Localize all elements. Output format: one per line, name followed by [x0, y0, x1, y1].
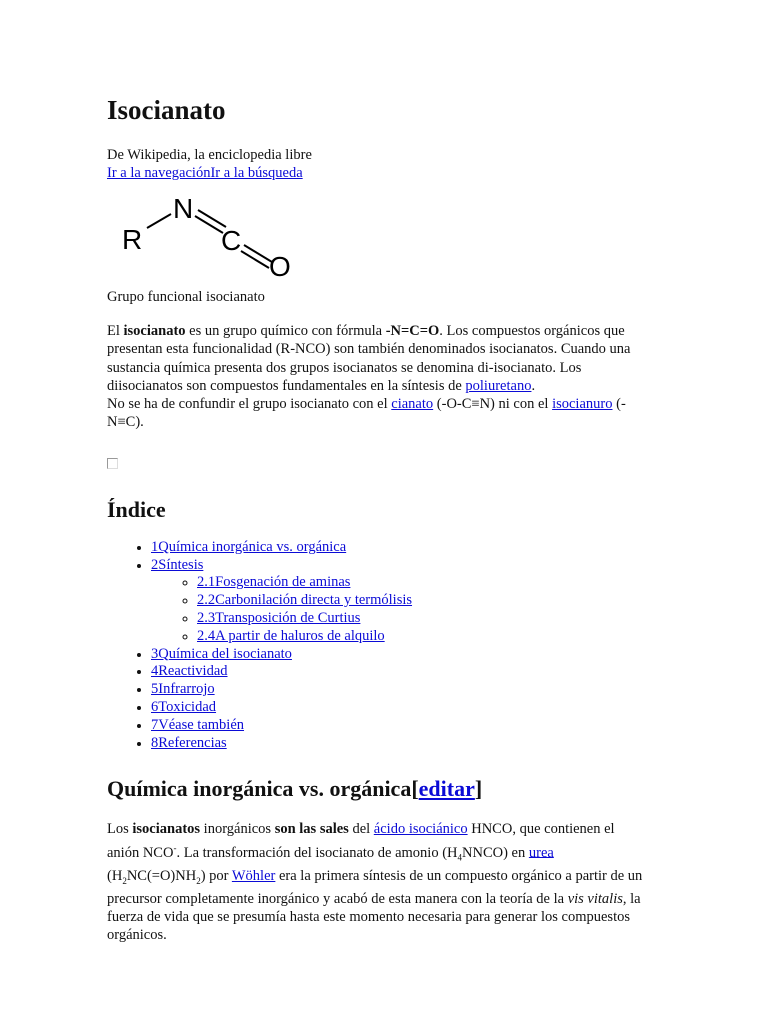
toc-link[interactable]: 5Infrarrojo	[151, 681, 215, 698]
toc-subitem	[197, 610, 647, 628]
toc-subitem	[197, 592, 647, 610]
wohler-link[interactable]: Wöhler	[231, 867, 276, 884]
toc-link[interactable]: 6Toxicidad	[151, 698, 217, 715]
atom-o-label: O	[269, 251, 291, 280]
atom-r-label: R	[122, 224, 143, 255]
toc-item	[151, 681, 647, 699]
toc-sublink[interactable]: 2.4A partir de haluros de alquilo	[197, 627, 385, 644]
toc-link[interactable]: 3Química del isocianato	[151, 645, 292, 662]
toc-link[interactable]: 1Química inorgánica vs. orgánica	[151, 538, 347, 555]
intro-paragraph: El isocianato es un grupo químico con fórmula -N=C=O. Los compuestos orgánicos que presentan esta funcionalidad (R-NCO) son también denominados isocianatos. Cuando una sustancia química presenta dos grupos isocianatos se denomina di-isocianato. Los diisocianatos son compuestos fundamentales en la síntesis de poliuretano. No se ha de confundir el grupo isocianato con el cianato (-O-C≡N) ni con el isocianuro (-N≡C).	[107, 323, 631, 431]
figure-caption: Grupo funcional isocianato	[107, 289, 265, 305]
jump-to-search-link[interactable]: Ir a la búsqueda	[210, 165, 303, 181]
toc-item	[151, 717, 647, 735]
urea-link[interactable]: urea	[528, 844, 554, 861]
toc-sublink[interactable]: 2.3Transposición de Curtius	[197, 609, 361, 626]
section-heading: Química inorgánica vs. orgánica[editar]	[107, 776, 483, 802]
toc-link[interactable]: 7Véase también	[151, 716, 245, 733]
edit-section-link[interactable]: editar	[418, 776, 475, 802]
toc-sublist	[151, 574, 647, 645]
atom-c-label: C	[221, 225, 242, 256]
toc-title: Índice	[107, 496, 166, 522]
jump-links	[107, 164, 647, 182]
poliuretano-link[interactable]: poliuretano	[465, 377, 532, 394]
toc-item	[151, 663, 647, 681]
table-of-contents	[107, 495, 647, 753]
acido-isocianico-link[interactable]: ácido isociánico	[373, 821, 468, 838]
toc-item	[151, 735, 647, 753]
page-title: Isocianato	[107, 95, 226, 125]
toc-subitem	[197, 628, 647, 646]
toc-link[interactable]: 8Referencias	[151, 734, 227, 751]
toc-sublink[interactable]: 2.1Fosgenación de aminas	[197, 574, 351, 591]
isocyanate-structure-diagram	[107, 188, 307, 280]
toc-sublink[interactable]: 2.2Carbonilación directa y termólisis	[197, 592, 413, 609]
jump-to-navigation-link[interactable]: Ir a la navegación	[107, 165, 211, 181]
article	[107, 92, 647, 945]
toc-item	[151, 646, 647, 664]
atom-n-label: N	[173, 193, 194, 224]
section-inorganic-vs-organic	[107, 774, 647, 944]
toc-item	[151, 539, 647, 557]
structure-figure	[107, 188, 307, 280]
isocianuro-link[interactable]: isocianuro	[552, 396, 613, 413]
section-paragraph: Los isocianatos inorgánicos son las sales del ácido isociánico HNCO, que contienen el anión NCO-. La transformación del isocianato de amonio $(H_4NNCO)$ en urea $(H_2NC(=O)NH_2)$ por Wöhler era la primera síntesis de un compuesto orgánico a partir de un precursor completamente inorgánico y acabó de esta manera con la teoría de la vis vitalis, la fuerza de vida que se presumía hasta este momento necesaria para generar los compuestos orgánicos.	[107, 821, 643, 944]
cianato-link[interactable]: cianato	[391, 396, 434, 413]
toc-link[interactable]: 2Síntesis	[151, 556, 204, 573]
toc-item	[151, 699, 647, 717]
toc-link[interactable]: 4Reactividad	[151, 663, 228, 680]
toc-item	[151, 557, 647, 646]
toc-subitem	[197, 574, 647, 592]
site-subtitle: De Wikipedia, la enciclopedia libre	[107, 147, 312, 163]
toc-list	[107, 539, 647, 753]
broken-image-icon	[107, 458, 118, 469]
